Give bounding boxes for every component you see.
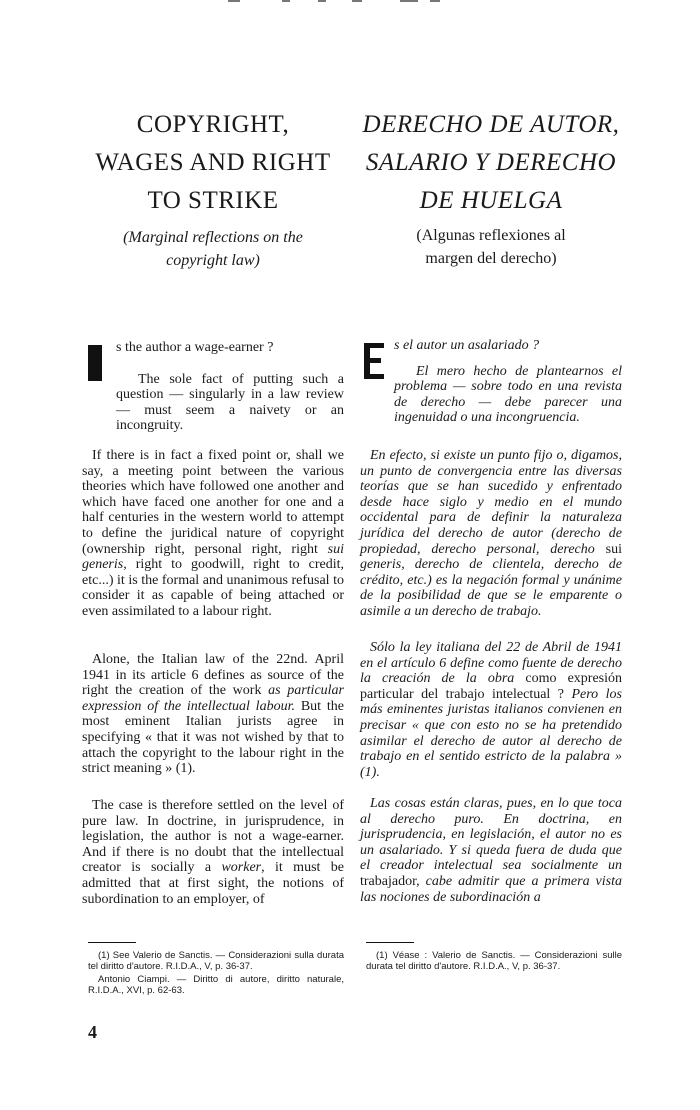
title-line: DERECHO DE AUTOR,	[362, 111, 620, 138]
spanish-paragraph-4	[360, 796, 622, 905]
subtitle-line: margen del derecho)	[425, 250, 557, 267]
italic-text: worker	[221, 860, 262, 876]
title-line: COPYRIGHT,	[136, 111, 290, 138]
english-subtitle	[82, 226, 344, 272]
paragraph	[82, 798, 344, 907]
spanish-body	[360, 338, 622, 426]
first-line: s the author a wage-earner ?	[116, 340, 274, 355]
english-body	[82, 340, 344, 434]
spanish-footnotes	[366, 950, 622, 972]
roman-text: sui	[605, 541, 622, 557]
text: But the most eminent Italian jurists agree in specifying « that it was not wished by that to attach the copyright to the labour right in the strict meaning » (1).	[82, 698, 344, 777]
footnote-rule	[88, 942, 136, 943]
paragraph	[82, 652, 344, 777]
subtitle-line: (Marginal reflections on the	[123, 229, 303, 246]
footnote: (1) See Valerio de Sanctis. — Considerazioni sulla durata tel diritto d'autore. R.I.D.A., V, p. 36-37.	[88, 950, 344, 972]
subtitle-line: (Algunas reflexiones al	[416, 227, 566, 244]
spanish-paragraph-2	[360, 448, 622, 620]
text: , it must be admitted that at first sight, the notions of subordination to an employer, of	[82, 860, 344, 907]
top-edge-marks	[0, 0, 700, 3]
text: generis, derecho de clientela, derecho de crédito, etc.) es la negación formal y unánime de la posibilidad de que se le emparente o asimile a un derecho de trabajo.	[360, 557, 622, 619]
english-paragraph-2	[82, 448, 344, 620]
page-number: 4	[88, 1022, 97, 1042]
spanish-title	[360, 106, 622, 220]
text: , right to goodwill, right to credit, etc...) it is the formal and unanimous refusal to consider it as capable of being attached or even assimilated to a labour right.	[82, 557, 344, 619]
paragraph	[360, 448, 622, 620]
first-line: s el autor un asalariado ?	[394, 338, 540, 353]
italic-text: sui generis	[82, 541, 344, 573]
title-line: SALARIO Y DERECHO	[365, 149, 617, 176]
english-footnotes	[88, 950, 344, 996]
roman-text: como expresión particular del trabajo intelectual ?	[360, 671, 622, 702]
subtitle-line: copyright law)	[166, 252, 260, 269]
english-paragraph-3	[82, 652, 344, 777]
spanish-subtitle	[360, 224, 622, 270]
text: cabe admitir que a primera vista las nociones de subordinación a	[360, 873, 622, 905]
paragraph	[360, 796, 622, 905]
text: Sólo la ley italiana del 22 de Abril de 1941 en el artículo 6 define como fuente de derecho la creación de la obra	[360, 640, 622, 687]
italic-text: as particular expression of the intellectual labour.	[82, 683, 344, 714]
paragraph: The sole fact of putting such a question — singularly in a law review — must seem a naivety or an incongruity.	[116, 371, 344, 434]
paragraph	[360, 640, 622, 780]
roman-text: trabajador,	[360, 873, 420, 889]
english-title	[82, 106, 344, 220]
text: If there is in fact a fixed point or, shall we say, a meeting point between the various theories which have followed one another and which have faced one another for one and a half centuries in the western world to attempt to define the juridical nature of copyright (ownership right, personal right, right	[82, 448, 344, 557]
spanish-paragraph-3	[360, 640, 622, 780]
title-line: WAGES AND RIGHT	[95, 149, 331, 176]
paragraph: El mero hecho de plantearnos el problema — sobre todo en una revista de derecho — debe parecer una ingenuidad o una incongruencia.	[394, 363, 622, 426]
text: Las cosas están claras, pues, en lo que toca al derecho puro. En doctrina, en jurisprudencia, en legislación, el autor no es un asalariado. Y si queda fuera de duda que el creador intelectual sea socialmente un	[360, 796, 622, 874]
paragraph	[82, 448, 344, 620]
footnote: (1) Véase : Valerio de Sanctis. — Considerazioni sulle durata tel diritto d'autore. R.I.D.A., V, p. 36-37.	[366, 950, 622, 972]
title-line: TO STRIKE	[147, 187, 279, 214]
text: Pero los más eminentes juristas italianos convienen en precisar « que con esto no se ha pretendido asimilar el derecho de autor al derecho de trabajo en el sentido estricto de la palabra » (1).	[360, 686, 622, 780]
english-paragraph-4	[82, 798, 344, 907]
footnote: Antonio Ciampi. — Diritto di autore, diritto naturale, R.I.D.A., XVI, p. 62-63.	[88, 974, 344, 996]
footnote-rule	[366, 942, 414, 943]
text: Alone, the Italian law of the 22nd. April 1941 in its article 6 defines as source of the right the creation of the work	[82, 652, 344, 699]
text: The case is therefore settled on the level of pure law. In doctrine, in jurisprudence, in legislation, the author is not a wage-earner. And if there is no doubt that the intellectual creator is socially a	[82, 798, 344, 876]
text: En efecto, si existe un punto fijo o, digamos, un punto de convergencia entre las diversas teorías que se han sucedido y enfrentado desde hace siglo y medio en el mundo occidental para de definir la naturaleza jurídica del derecho de autor (derecho de propiedad, derecho personal, derecho	[360, 448, 622, 557]
title-line: DE HUELGA	[419, 187, 563, 214]
